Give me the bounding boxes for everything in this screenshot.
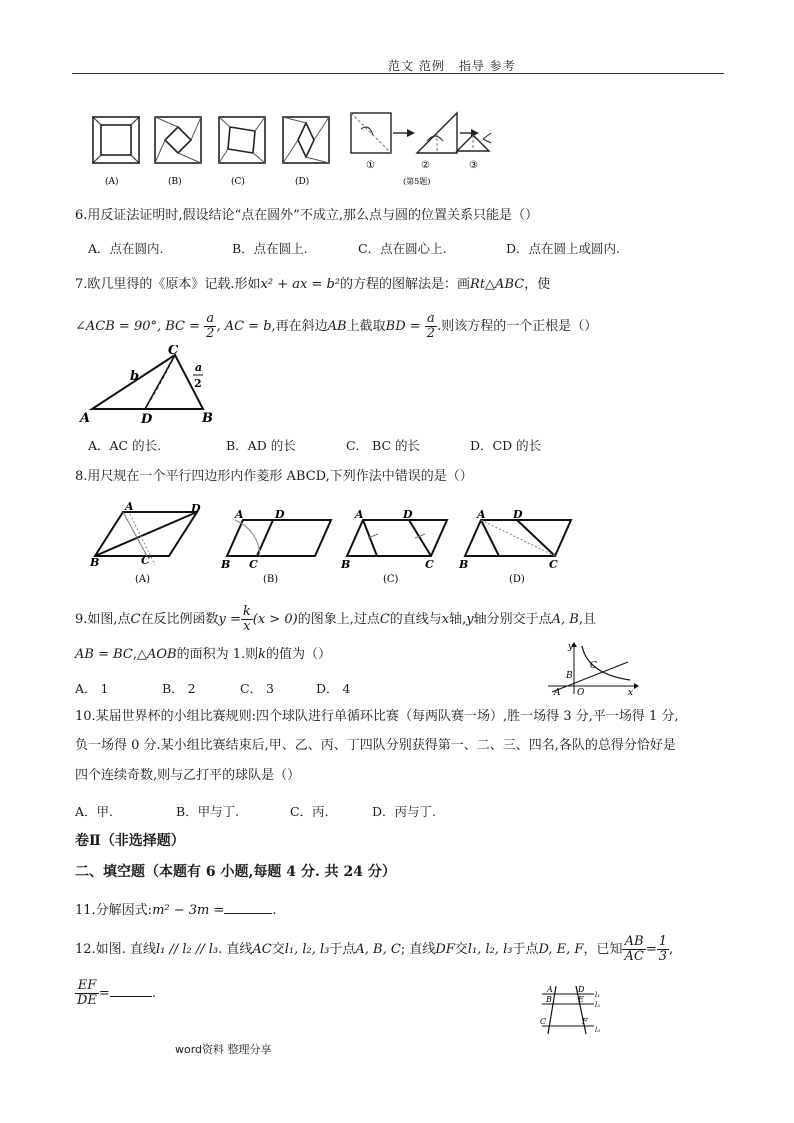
q7-line2-d: 上截取 xyxy=(346,319,386,334)
q12-label-l3: l₃ xyxy=(595,1026,601,1034)
q7-triangle: Rt△ABC xyxy=(470,277,525,292)
header-right: 指导 参考 xyxy=(458,59,516,73)
q11-end: . xyxy=(272,903,277,918)
q10-option-b: B．甲与丁. xyxy=(176,804,240,819)
q9-eq: AB = BC xyxy=(75,647,133,662)
q12-answer-blank xyxy=(110,984,152,997)
q7-frac-1 xyxy=(204,312,216,341)
q9-tri: △AOB xyxy=(136,647,177,662)
q12-abc: A, B, C xyxy=(355,942,401,957)
q8-c-pt-d: D xyxy=(403,508,413,521)
q8-a-pt-d: D xyxy=(191,502,201,515)
q12-c: 交 xyxy=(271,942,285,957)
q7-ab: AB xyxy=(327,319,347,334)
q12-label-a: A xyxy=(547,985,553,994)
q10-option-d: D．丙与丁. xyxy=(372,804,436,819)
q8-figure-row xyxy=(85,500,605,590)
q9-y: y xyxy=(466,612,474,627)
q10-line-1: 10.某届世界杯的小组比赛规则:四个球队进行单循环比赛（每两队赛一场）,胜一场得 3 分,平一场得 1 分, xyxy=(75,709,679,724)
q12-label-l1: l₁ xyxy=(595,991,601,999)
q7-option-d: D．CD 的长 xyxy=(470,438,542,453)
q12-df: DF xyxy=(435,942,455,957)
q9-k: k xyxy=(258,647,267,662)
q5-step-1-figure xyxy=(351,113,391,153)
q12-a: 12.如图. 直线 xyxy=(75,942,156,957)
q9-ab: A, B xyxy=(551,612,579,627)
q9-line1-f: 轴, xyxy=(449,612,467,627)
q8-b-pt-c: C xyxy=(249,558,258,571)
q9-axis-x: x xyxy=(628,688,634,696)
q9-line1-a: 9.如图,点 xyxy=(75,612,131,627)
q8-c-pt-a: A xyxy=(355,508,364,521)
q9-line1-b: 在反比例函数 xyxy=(140,612,219,627)
q8-c-pt-c: C xyxy=(425,558,434,571)
q8-a-pt-b: B xyxy=(90,556,100,569)
q9-line-1 xyxy=(75,602,596,638)
q7-label-a-side: a xyxy=(195,361,203,374)
q10-option-c: C．丙. xyxy=(290,804,329,819)
q12-h: ，已知 xyxy=(583,942,623,957)
q5-option-b-figure xyxy=(155,117,201,163)
q9-line2-c: 的值为（） xyxy=(266,647,332,662)
page-header xyxy=(388,57,516,74)
q12-label-c: C xyxy=(540,1017,547,1026)
q12-frac-1-3 xyxy=(657,935,669,964)
q8-c-pt-b: B xyxy=(341,558,351,571)
q8-d-pt-b: B xyxy=(459,558,469,571)
q7-line1-a: 7.欧几里得的《原本》记载.形如 xyxy=(75,277,261,292)
q12-label-b: B xyxy=(546,995,552,1004)
q7-line1-b: 的方程的图解法是：画 xyxy=(340,277,471,292)
q9-fn-lhs: y = xyxy=(218,612,241,627)
q7-label-d: D xyxy=(141,412,153,427)
q5-option-a-figure xyxy=(93,117,139,163)
q5-option-d-figure xyxy=(283,117,329,163)
q12-ac: AC xyxy=(252,942,272,957)
q7-line2-e: .则该方程的一个正根是（） xyxy=(437,319,598,334)
q9-line1-g: 轴分别交于点 xyxy=(473,612,552,627)
q12-ans-end: . xyxy=(151,986,156,1001)
q12-lset2: l₁, l₂, l₃ xyxy=(467,942,513,957)
q11-eq: m² − 3m = xyxy=(152,903,225,918)
q9-option-c: C． 3 xyxy=(240,681,274,696)
q8-option-d-figure xyxy=(465,520,571,556)
q5-arrow-1-head xyxy=(407,129,415,137)
q6-option-a: A．点在圆内. xyxy=(88,241,164,256)
q12-eq: = xyxy=(645,942,657,957)
q7-frac-1-den: 2 xyxy=(206,326,215,341)
q9-graph-figure xyxy=(540,640,640,696)
q8-a-pt-c: C xyxy=(141,554,150,567)
q7-line1-c: ，使 xyxy=(524,277,551,292)
q9-line1-e: 的直线与 xyxy=(389,612,442,627)
q12-figure xyxy=(538,982,608,1038)
q7-line-1 xyxy=(75,276,550,294)
q7-frac-2 xyxy=(425,312,437,341)
q8-a-pt-a: A xyxy=(125,500,134,513)
q9-x: x xyxy=(441,612,450,627)
q7-option-a: A．AC 的长. xyxy=(88,438,162,453)
q10-option-a: A．甲. xyxy=(75,804,114,819)
q9-label-c: C xyxy=(590,661,597,671)
q9-line-2 xyxy=(75,646,331,664)
q12-lines: l₁ // l₂ // l₃ xyxy=(155,942,219,957)
q7-label-two: 2 xyxy=(194,377,202,390)
q9-axis-y: y xyxy=(568,642,574,652)
q5-step-3-label: ③ xyxy=(469,160,478,171)
q12-frac2-num: 1 xyxy=(658,934,667,949)
q11-answer-blank xyxy=(224,901,272,914)
q12-i: , xyxy=(669,942,674,957)
q9-label-a: A xyxy=(554,688,561,696)
q12-ans-den: DE xyxy=(77,993,97,1008)
q5-caption: (第5题) xyxy=(403,177,431,186)
q9-point-c-2: C xyxy=(379,612,390,627)
q9-option-b: B． 2 xyxy=(162,681,196,696)
q8-option-b-figure xyxy=(227,520,331,556)
q9-line1-d: 的图象上,过点 xyxy=(297,612,380,627)
q12-b: . 直线 xyxy=(218,942,253,957)
q5-label-c: (C) xyxy=(231,177,245,187)
q5-figure-row xyxy=(85,105,515,190)
q8-b-pt-b: B xyxy=(221,558,231,571)
q7-label-b: B xyxy=(202,411,213,426)
q7-bd: BD = xyxy=(385,319,421,334)
q12-lset: l₁, l₂, l₃ xyxy=(284,942,330,957)
q9-fn-den: x xyxy=(243,619,251,634)
q9-fn-frac xyxy=(241,605,253,634)
q7-angle-bc: ∠ACB = 90°, BC = xyxy=(75,319,201,334)
q9-line1-h: ,且 xyxy=(578,612,597,627)
q6-option-b: B．点在圆上. xyxy=(232,241,308,256)
q8-caption-d: (D) xyxy=(509,574,525,585)
q5-option-c-figure xyxy=(219,117,265,163)
q8-stem: 8.用尺规在一个平行四边形内作菱形 ABCD,下列作法中错误的是（） xyxy=(75,469,473,484)
q7-option-c: C． BC 的长 xyxy=(346,438,420,453)
q5-label-d: (D) xyxy=(295,177,310,187)
q7-frac-2-den: 2 xyxy=(426,326,436,341)
q8-caption-c: (C) xyxy=(383,574,399,585)
q7-label-c: C xyxy=(168,345,179,358)
q5-step-2-figure xyxy=(417,113,457,153)
q5-step-2-label: ② xyxy=(421,160,430,171)
q7-ac-b: , AC = b xyxy=(216,319,272,334)
q9-label-b: B xyxy=(566,671,573,681)
q11-label: 11.分解因式: xyxy=(75,903,153,918)
q7-equation: x² + ax = b² xyxy=(260,277,341,292)
q8-d-pt-d: D xyxy=(513,508,523,521)
header-rule xyxy=(72,73,724,74)
q7-label-a: A xyxy=(80,411,91,426)
header-left: 范文 范例 xyxy=(388,59,445,73)
q5-step-3-figure xyxy=(457,133,491,151)
q12-frac1-den: AC xyxy=(624,949,644,964)
q7-line-2 xyxy=(75,309,597,345)
q12-label-e: E xyxy=(578,995,584,1004)
q9-origin: O xyxy=(577,688,585,696)
q12-e: ; 直线 xyxy=(400,942,436,957)
q7-triangle-figure xyxy=(75,345,225,427)
q12-g: 于点 xyxy=(512,942,539,957)
q7-frac-2-num: a xyxy=(425,312,437,327)
q12-d: 于点 xyxy=(329,942,356,957)
q7-option-b: B．AD 的长 xyxy=(226,438,296,453)
q12-frac2-den: 3 xyxy=(658,949,667,964)
q8-d-pt-c: C xyxy=(549,558,558,571)
q11-line xyxy=(75,901,277,920)
q12-label-f: F xyxy=(582,1017,588,1026)
q5-label-a: (A) xyxy=(105,177,119,187)
q7-label-b-side: b xyxy=(130,369,140,384)
q12-line-2 xyxy=(75,974,156,1014)
q12-frac-ef-de xyxy=(75,979,99,1008)
section-2-title: 卷Ⅱ（非选择题） xyxy=(75,833,185,849)
q9-option-d: D． 4 xyxy=(316,681,351,696)
q7-line2-c: ,再在斜边 xyxy=(271,319,328,334)
q9-line2-a: , xyxy=(132,647,137,662)
q8-d-pt-a: A xyxy=(477,508,486,521)
q8-b-pt-a: A xyxy=(235,508,244,521)
q9-point-c: C xyxy=(130,612,141,627)
q8-b-pt-d: D xyxy=(275,508,285,521)
q6-option-c: C．点在圆心上. xyxy=(358,241,447,256)
q12-line-1 xyxy=(75,930,673,970)
q9-fn-num: k xyxy=(242,604,251,619)
q12-f: 交 xyxy=(454,942,468,957)
q7-frac-1-num: a xyxy=(204,312,216,327)
q9-fn-cond: (x > 0) xyxy=(252,612,298,627)
q8-caption-b: (B) xyxy=(263,574,279,585)
q10-line-2: 负一场得 0 分.某小组比赛结束后,甲、乙、丙、丁四队分别获得第一、二、三、四名,各队的总得分恰好是 xyxy=(75,738,676,753)
q12-ans-eq: = xyxy=(98,986,110,1001)
q12-ans-num: EF xyxy=(75,979,99,994)
q8-option-c-figure xyxy=(347,520,447,556)
q12-frac-ab-ac xyxy=(622,935,645,964)
q8-caption-a: (A) xyxy=(135,574,151,585)
q6-option-d: D．点在圆上或圆内. xyxy=(506,241,620,256)
q9-option-a: A． 1 xyxy=(75,681,109,696)
q5-label-b: (B) xyxy=(168,177,182,187)
part-2-title: 二、填空题（本题有 6 小题,每题 4 分. 共 24 分） xyxy=(75,864,396,880)
q9-line2-b: 的面积为 1.则 xyxy=(176,647,259,662)
q6-stem: 6.用反证法证明时,假设结论“点在圆外”不成立,那么点与圆的位置关系只能是（） xyxy=(75,208,538,223)
page-footer: word资料 整理分享 xyxy=(175,1043,272,1056)
q12-frac1-num: AB xyxy=(622,935,645,950)
q12-label-d: D xyxy=(578,985,585,994)
q12-label-l2: l₂ xyxy=(595,1001,601,1009)
q5-step-1-label: ① xyxy=(366,160,375,171)
q10-line-3: 四个连续奇数,则与乙打平的球队是（） xyxy=(75,768,301,783)
q12-def: D, E, F xyxy=(538,942,584,957)
